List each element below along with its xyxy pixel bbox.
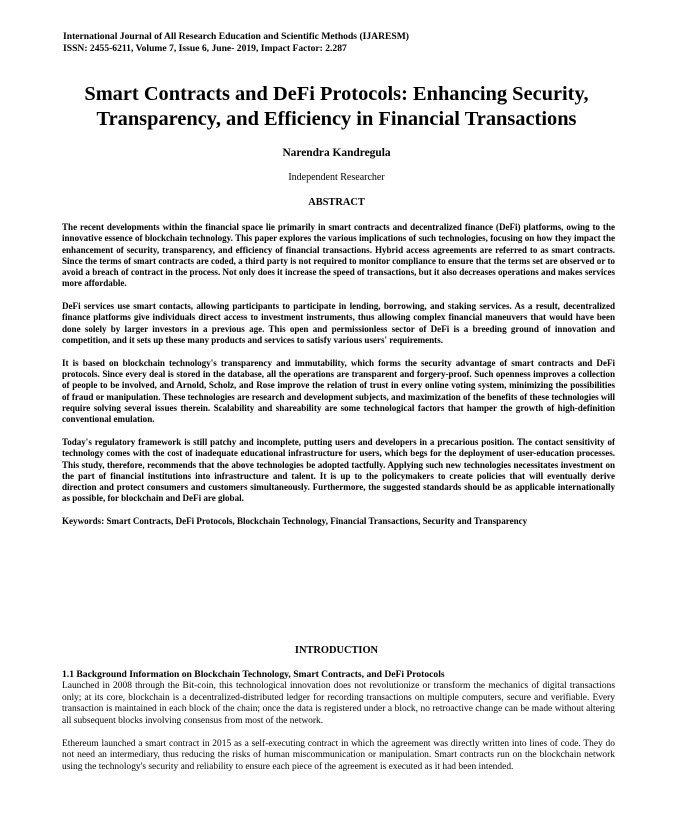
abstract-paragraph: Today's regulatory framework is still patchy and incomplete, putting users and developers in a precarious position. The contact sensitivity of technology comes with the cost of inadequate educational infrastructure for users, which begs for the deployment of user-education processes. This study, therefore, recommends that the above technologies be adopted tactfully. Applying such new technologies necessitates investment on the part of financial institutions into infrastructure and talent. It is up to the policymakers to create policies that will eventually derive direction and protect consumers and customers simultaneously. Furthermore, the suggested standards should be as applicable internationally as possible, for blockchain and DeFi are global. (62, 436, 615, 504)
abstract-paragraph: The recent developments within the financial space lie primarily in smart contracts and decentralized finance (DeFi) platforms, owing to the innovative essence of blockchain technology. This paper explores the various implications of such technologies, focusing on how they impact the enhancement of security, transparency, and efficiency of financial transactions. Hybrid access agreements are referred to as smart contracts. Since the terms of smart contracts are coded, a third party is not required to monitor compliance to ensure that the terms set are observed or to avoid a breach of contract in the process. Not only does it increase the speed of transactions, but it also decreases operations and makes services more affordable. (62, 222, 615, 289)
journal-header (63, 31, 623, 54)
paper-title-line-1: Smart Contracts and DeFi Protocols: Enhancing Security, (84, 83, 589, 105)
abstract-heading: ABSTRACT (308, 197, 365, 208)
abstract-body (62, 222, 615, 527)
introduction-heading: INTRODUCTION (294, 645, 379, 656)
subsection-heading: 1.1 Background Information on Blockchain Technology, Smart Contracts, and DeFi Protocols (62, 669, 445, 680)
introduction-paragraph: Launched in 2008 through the Bit-coin, this technological innovation does not revolutionize or transform the mechanics of digital transactions only; at its core, blockchain is a decentralized-distributed ledger for recording transactions on multiple computers, secure and verifiable. Every transaction is maintained in each block of the chain; once the data is registered under a block, no retroactive change can be made without altering all subsequent blocks involving consensus from most of the network. (62, 681, 615, 726)
abstract-paragraph: It is based on blockchain technology's transparency and immutability, which forms the security advantage of smart contracts and DeFi protocols. Since every deal is stored in the database, all the operations are transparent and forgery-proof. Such openness improves a collection of people to be involved, and Arnold, Scholz, and Rose improve the relation of trust in every online voting system, minimizing the possibilities of fraud or manipulation. These technologies are research and development subjects, and maximization of the benefits of these technologies will require solving several issues therein. Scalability and shareability are some technological factors that hamper the growth of high-definition conventional emulation. (62, 357, 615, 425)
abstract-paragraph: DeFi services use smart contacts, allowing participants to participate in lending, borrowing, and staking services. As a result, decentralized finance platforms give individuals direct access to investment instruments, thus allowing complex financial maneuvers that would have been done solely by larger investors in a previous age. This open and permissionless sector of DeFi is a breeding ground of innovation and competition, and it sets up these many products and services to satisfy various users' requirements. (62, 301, 615, 346)
author-name: Narendra Kandregula (282, 147, 391, 159)
keywords: Keywords: Smart Contracts, DeFi Protocols, Blockchain Technology, Financial Transactions, Security and Transparency (62, 516, 528, 527)
introduction-paragraph: Ethereum launched a smart contract in 2015 as a self-executing contract in which the agreement was directly written into lines of code. They do not need an intermediary, thus reducing the risks of human miscommunication or manipulation. Smart contracts run on the blockchain network using the technology's security and reliability to ensure each piece of the agreement is executed as it had been intended. (62, 738, 615, 772)
introduction-body (62, 669, 615, 785)
paper-title-line-2: Transparency, and Efficiency in Financial Transactions (96, 108, 577, 130)
paper-title (40, 82, 633, 132)
author-affiliation: Independent Researcher (288, 172, 385, 183)
journal-name: International Journal of All Research Education and Scientific Methods (IJARESM) (63, 31, 410, 42)
journal-issn: ISSN: 2455-6211, Volume 7, Issue 6, June- 2019, Impact Factor: 2.287 (63, 42, 347, 54)
